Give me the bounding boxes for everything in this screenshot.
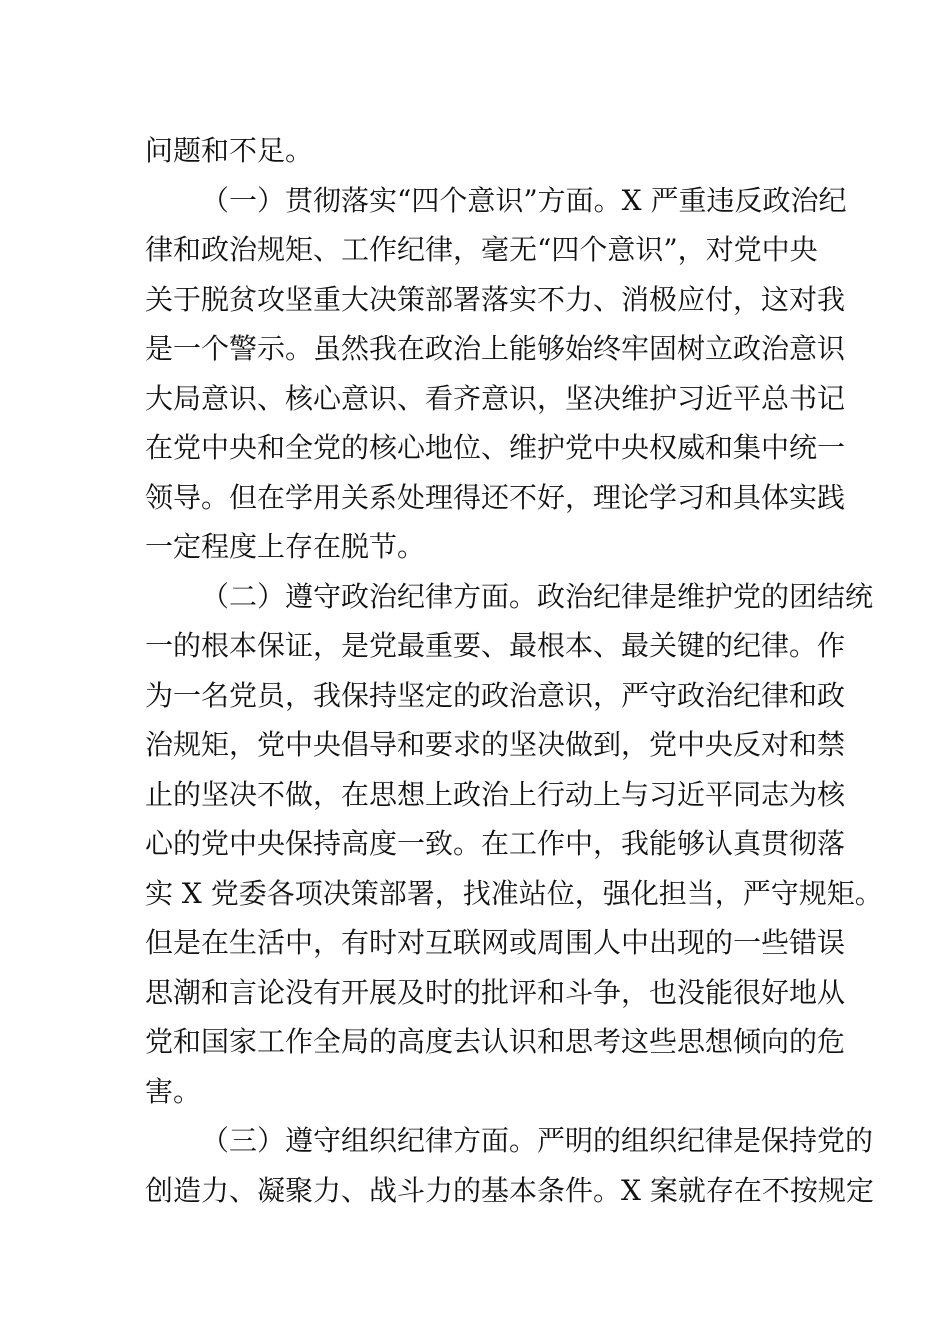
text-line: 领导。但在学用关系处理得还不好，理论学习和具体实践 bbox=[145, 480, 846, 514]
text-line: 一定程度上存在脱节。 bbox=[145, 530, 426, 563]
text-line: 律和政治规矩、工作纪律，毫无“四个意识”，对党中央 bbox=[145, 233, 818, 266]
text-line: 为一名党员，我保持坚定的政治意识，严守政治纪律和政 bbox=[145, 678, 846, 712]
text-line: 治规矩，党中央倡导和要求的坚决做到，党中央反对和禁 bbox=[145, 728, 846, 761]
text-line: 是一个警示。虽然我在政治上能够始终牢固树立政治意识 bbox=[145, 332, 846, 365]
text-line: 心的党中央保持高度一致。在工作中，我能够认真贯彻落 bbox=[145, 827, 846, 860]
text-line: 害。 bbox=[145, 1074, 202, 1108]
text-line: 思潮和言论没有开展及时的批评和斗争，也没能很好地从 bbox=[145, 975, 846, 1009]
text-line: 在党中央和全党的核心地位、维护党中央权威和集中统一 bbox=[145, 431, 846, 464]
text-line: 党和国家工作全局的高度去认识和思考这些思想倾向的危 bbox=[145, 1025, 846, 1058]
document-body bbox=[145, 126, 883, 1215]
text-line: （二）遵守政治纪律方面。政治纪律是维护党的团结统 bbox=[201, 579, 874, 613]
text-line: 问题和不足。 bbox=[145, 134, 314, 167]
text-line: 止的坚决不做，在思想上政治上行动上与习近平同志为核 bbox=[145, 777, 846, 811]
text-line: 关于脱贫攻坚重大决策部署落实不力、消极应付，这对我 bbox=[145, 282, 846, 316]
text-line: （三）遵守组织纪律方面。严明的组织纪律是保持党的 bbox=[201, 1124, 874, 1157]
text-line: （一）贯彻落实“四个意识”方面。X 严重违反政治纪 bbox=[201, 183, 847, 217]
text-line: 一的根本保证，是党最重要、最根本、最关键的纪律。作 bbox=[145, 629, 846, 662]
text-line: 实 X 党委各项决策部署，找准站位，强化担当，严守规矩。 bbox=[145, 876, 883, 910]
text-line: 大局意识、核心意识、看齐意识，坚决维护习近平总书记 bbox=[145, 381, 846, 415]
text-line: 创造力、凝聚力、战斗力的基本条件。X 案就存在不按规定 bbox=[145, 1173, 874, 1207]
text-line: 但是在生活中，有时对互联网或周围人中出现的一些错误 bbox=[145, 926, 846, 959]
